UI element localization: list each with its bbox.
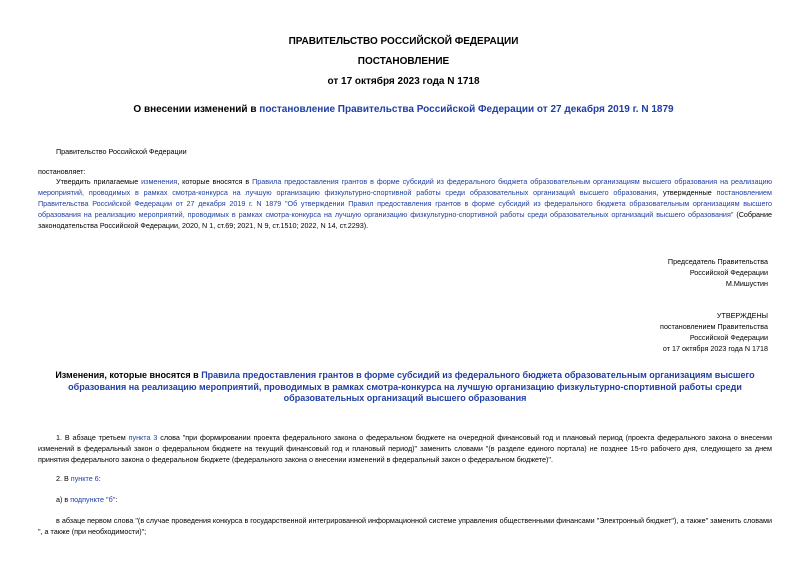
- item-2-text-1: 2. В: [56, 474, 71, 483]
- item-3: [56, 494, 117, 505]
- signature-country: Российской Федерации: [689, 268, 768, 277]
- approved-by: постановлением Правительства: [660, 322, 768, 331]
- item-3-text-1: а) в: [56, 495, 71, 504]
- resolution-link[interactable]: постановлением Правительства Российской Федерации от 27 декабря 2019 г. N 1879 "Об утверждении Правил предоставления грантов в форме субсидий из федерального бюджета образовательным организациям высшего образования на реализацию мероприятий, проводимых в рамках смотра-конкурса на лучшую организацию физкультурно-спортивной работы среди образовательных организаций высшего образования": [38, 188, 772, 219]
- preamble-government: Правительство Российской Федерации: [56, 147, 187, 156]
- item-2-text-2: :: [98, 474, 101, 483]
- signature-name: М.Мишустин: [725, 279, 768, 288]
- changes-heading: [38, 370, 772, 405]
- changes-heading-prefix: Изменения, которые вносятся в: [55, 370, 202, 380]
- title-link[interactable]: постановление Правительства Российской Федерации от 27 декабря 2019 г. N 1879: [259, 104, 674, 115]
- document-date-number: от 17 октября 2023 года N 1718: [327, 76, 480, 87]
- preamble-decree: постановляет:: [38, 167, 86, 176]
- approved-country: Российской Федерации: [689, 333, 768, 342]
- title-prefix: О внесении изменений в: [133, 104, 260, 115]
- main-text-1: Утвердить прилагаемые: [56, 177, 142, 186]
- main-text-4: (Собрание законодательства Российской Федерации, 2020, N 1, ст.69; 2021, N 9, ст.1510; 2022, N 14, ст.2293).: [38, 210, 772, 230]
- approved-date: от 17 октября 2023 года N 1718: [662, 344, 768, 353]
- item-1-link[interactable]: пункта 3: [128, 433, 158, 442]
- item-4: в абзаце первом слова "(в случае проведения конкурса в государственной интегрированной информационной системе управления общественными финансами "Электронный бюджет"), а также" заменить словами ", а также (при необходимости)";: [38, 516, 772, 536]
- document-title: [0, 104, 807, 116]
- item-3-link[interactable]: подпункте "б": [70, 495, 116, 504]
- item-3-text-2: :: [115, 495, 118, 504]
- government-heading: ПРАВИТЕЛЬСТВО РОССИЙСКОЙ ФЕДЕРАЦИИ: [288, 36, 519, 47]
- signature-block: [600, 256, 768, 289]
- item-1-text-1: 1. В абзаце третьем: [56, 433, 129, 442]
- item-1-text-2: слова "при формировании проекта федерального закона о федеральном бюджете на очередной финансовый год и плановый период (проекта федерального закона о внесении изменений в федеральный закон о федеральном бюджете на текущий финансовый год и плановый период)" заменить словами "(в разделе единого портала) не позднее 15-го рабочего дня, следующего за днем принятия федерального закона о федеральном бюджете (федерального закона о внесении изменений в федеральный закон о федеральном бюджете)".: [38, 433, 772, 464]
- changes-link[interactable]: изменения: [141, 177, 178, 186]
- signature-title: Председатель Правительства: [667, 257, 768, 266]
- main-text-3: , утвержденные: [656, 188, 717, 197]
- approval-stamp: [600, 310, 768, 354]
- document-type: ПОСТАНОВЛЕНИЕ: [357, 56, 450, 67]
- main-text-2: , которые вносятся в: [177, 177, 253, 186]
- item-1: [38, 432, 772, 465]
- item-2-link[interactable]: пункте 6: [70, 474, 99, 483]
- item-2: [56, 473, 101, 484]
- rules-link[interactable]: Правила предоставления грантов в форме субсидий из федерального бюджета образовательным организациям высшего образования на реализацию мероприятий, проводимых в рамках смотра-конкурса на лучшую организацию физкультурно-спортивной работы среди образовательных организаций высшего образования: [38, 177, 772, 197]
- main-paragraph: [38, 176, 772, 231]
- changes-heading-link[interactable]: Правила предоставления грантов в форме субсидий из федерального бюджета образовательным организациям высшего образования на реализацию мероприятий, проводимых в рамках смотра-конкурса на лучшую организацию физкультурно-спортивной работы среди образовательных организаций высшего образования: [68, 370, 755, 403]
- approved-label: УТВЕРЖДЕНЫ: [716, 311, 768, 320]
